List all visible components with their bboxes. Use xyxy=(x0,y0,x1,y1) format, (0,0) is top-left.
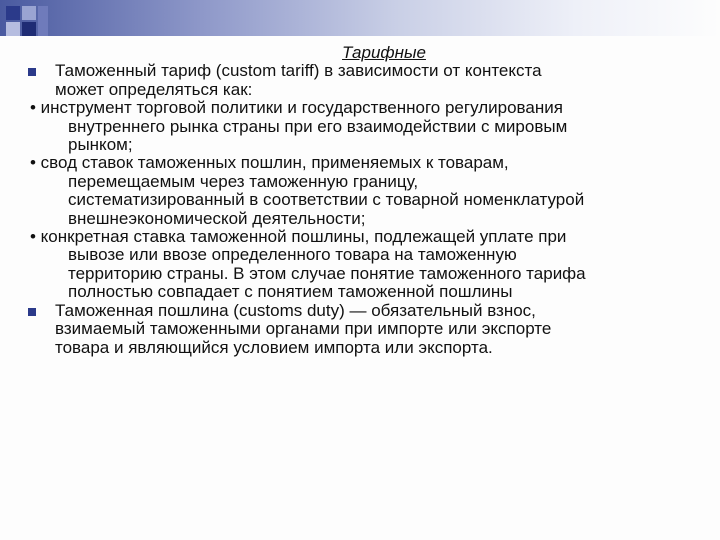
decor-square xyxy=(6,6,20,20)
bullet-line: • свод ставок таможенных пошлин, применяемых к товарам, xyxy=(30,153,509,173)
header-decoration xyxy=(0,0,720,36)
bullet-line: территорию страны. В этом случае понятие таможенного тарифа xyxy=(68,263,586,283)
bullet-item xyxy=(24,62,684,99)
bullet-line: • инструмент торговой политики и государственного регулирования xyxy=(30,98,563,118)
decor-square xyxy=(6,22,20,36)
bullet-item xyxy=(24,99,684,154)
decor-square xyxy=(22,22,36,36)
bullet-line: товара и являющийся условием импорта или экспорта. xyxy=(55,337,493,357)
square-bullet-icon xyxy=(28,308,36,316)
slide-body xyxy=(24,44,684,357)
bullet-item xyxy=(24,302,684,357)
bullet-line: перемещаемым через таможенную границу, xyxy=(68,171,419,191)
bullet-line: вывозе или ввозе определенного товара на таможенную xyxy=(68,245,517,265)
decor-square xyxy=(22,6,36,20)
bullet-line: взимаемый таможенными органами при импорте или экспорте xyxy=(55,319,552,339)
bullet-line: Таможенный тариф (custom tariff) в зависимости от контекста xyxy=(55,61,542,81)
square-bullet-icon xyxy=(28,68,36,76)
slide-title: Тарифные xyxy=(342,43,426,62)
decor-square xyxy=(38,6,48,36)
bullet-line: внутреннего рынка страны при его взаимодействии с мировым xyxy=(68,116,568,136)
bullet-item xyxy=(24,154,684,228)
bullet-line: Таможенная пошлина (customs duty) — обязательный взнос, xyxy=(55,300,536,320)
bullet-line: полностью совпадает с понятием таможенной пошлины xyxy=(68,282,513,302)
bullet-line: систематизированный в соответствии с товарной номенклатурой xyxy=(68,190,585,210)
bullet-line: внешнеэкономической деятельности; xyxy=(68,208,366,228)
bullet-line: рынком; xyxy=(68,135,133,155)
bullet-item xyxy=(24,228,684,302)
bullet-line: • конкретная ставка таможенной пошлины, подлежащей уплате при xyxy=(30,227,567,247)
bullet-line: может определяться как: xyxy=(55,79,253,99)
